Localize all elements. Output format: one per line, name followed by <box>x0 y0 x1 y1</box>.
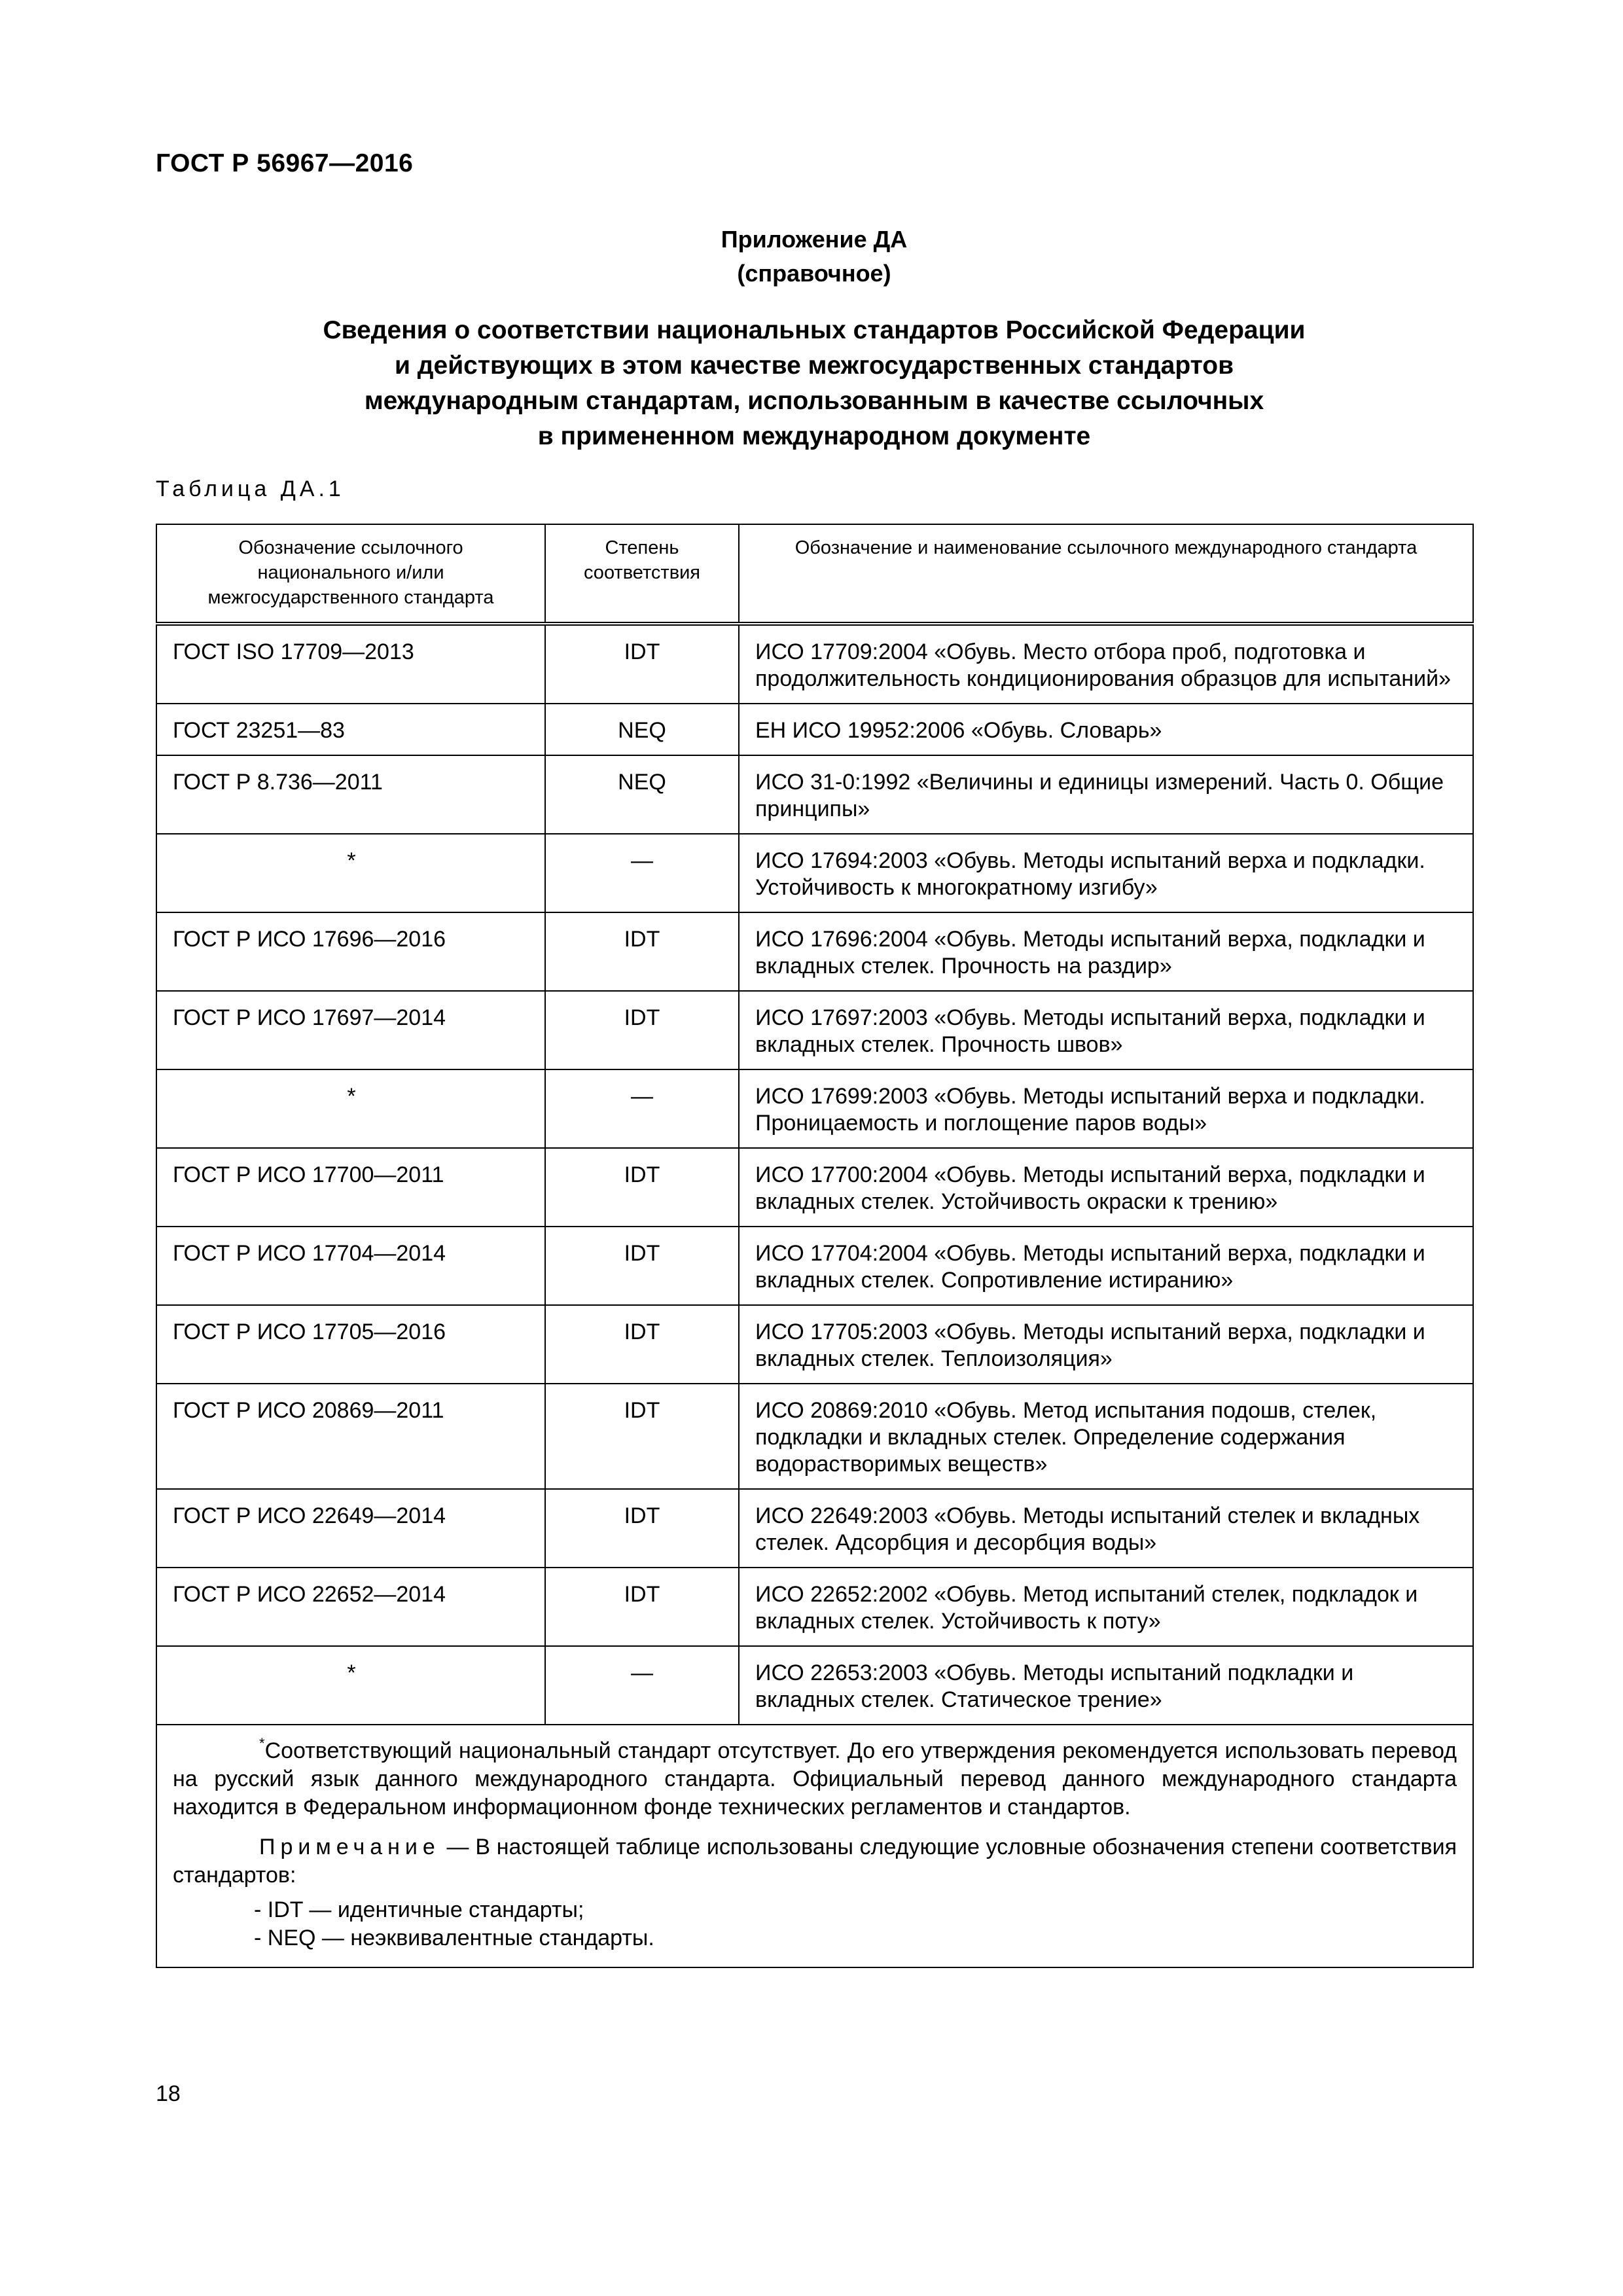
cell-degree: NEQ <box>545 755 739 834</box>
table-row <box>156 704 1473 755</box>
cell-degree: — <box>545 834 739 912</box>
cell-international: ИСО 17709:2004 «Обувь. Место отбора проб, подготовка и продолжительность кондиционирования образцов для испытаний» <box>739 624 1473 704</box>
note-text: — В настоящей таблице использованы следующие условные обозначения степени соответствия стандартов: <box>173 1835 1457 1888</box>
table-row <box>156 912 1473 991</box>
table-row <box>156 624 1473 704</box>
table-row <box>156 1646 1473 1725</box>
legend-item: - NEQ — неэквивалентные стандарты. <box>254 1926 654 1950</box>
appendix-title: Приложение ДА <box>721 226 908 253</box>
table-header-row <box>156 524 1473 624</box>
cell-degree: IDT <box>545 1568 739 1646</box>
cell-international: ИСО 22649:2003 «Обувь. Методы испытаний стелек и вкладных стелек. Адсорбция и десорбция воды» <box>739 1489 1473 1568</box>
cell-national: ГОСТ Р ИСО 22649—2014 <box>156 1489 545 1568</box>
note-label: Примечание <box>259 1835 440 1859</box>
cell-international: ИСО 17705:2003 «Обувь. Методы испытаний верха, подкладки и вкладных стелек. Теплоизоляция» <box>739 1305 1473 1384</box>
table-row <box>156 1489 1473 1568</box>
cell-national: * <box>156 1646 545 1725</box>
cell-international: ИСО 17697:2003 «Обувь. Методы испытаний верха, подкладки и вкладных стелек. Прочность швов» <box>739 991 1473 1069</box>
cell-national: ГОСТ Р ИСО 22652—2014 <box>156 1568 545 1646</box>
cell-national: ГОСТ 23251—83 <box>156 704 545 755</box>
cell-international: ИСО 20869:2010 «Обувь. Метод испытания подошв, стелек, подкладки и вкладных стелек. Определение содержания водорастворимых веществ» <box>739 1384 1473 1489</box>
cell-international: ИСО 22653:2003 «Обувь. Методы испытаний подкладки и вкладных стелек. Статическое трение» <box>739 1646 1473 1725</box>
cell-degree: IDT <box>545 1148 739 1227</box>
page-number: 18 <box>156 2081 181 2106</box>
table-row <box>156 991 1473 1069</box>
cell-international: ИСО 22652:2002 «Обувь. Метод испытаний стелек, подкладок и вкладных стелек. Устойчивость к поту» <box>739 1568 1473 1646</box>
title-line: и действующих в этом качестве межгосударственных стандартов <box>394 351 1234 380</box>
cell-degree: IDT <box>545 1489 739 1568</box>
cell-international: ЕН ИСО 19952:2006 «Обувь. Словарь» <box>739 704 1473 755</box>
appendix-heading <box>156 223 1472 291</box>
cell-degree: IDT <box>545 1227 739 1305</box>
table-row <box>156 834 1473 912</box>
table-label: Таблица ДА.1 <box>156 476 345 501</box>
header-international-standard: Обозначение и наименование ссылочного международного стандарта <box>739 524 1473 624</box>
cell-degree: IDT <box>545 991 739 1069</box>
footnote-text: Соответствующий национальный стандарт отсутствует. До его утверждения рекомендуется использовать перевод на русский язык данного международного стандарта. Официальный перевод данного международного стандарта находится в Федеральном информационном фонде технических регламентов и стандартов. <box>173 1738 1457 1820</box>
note <box>173 1833 1457 1890</box>
section-title <box>156 313 1472 454</box>
cell-international: ИСО 31-0:1992 «Величины и единицы измерений. Часть 0. Общие принципы» <box>739 755 1473 834</box>
title-line: в примененном международном документе <box>537 422 1091 450</box>
cell-national: ГОСТ Р ИСО 17696—2016 <box>156 912 545 991</box>
cell-international: ИСО 17694:2003 «Обувь. Методы испытаний верха и подкладки. Устойчивость к многократному изгибу» <box>739 834 1473 912</box>
document-code: ГОСТ Р 56967—2016 <box>156 149 414 177</box>
title-line: Сведения о соответствии национальных стандартов Российской Федерации <box>323 316 1306 344</box>
cell-international: ИСО 17696:2004 «Обувь. Методы испытаний верха, подкладки и вкладных стелек. Прочность на раздир» <box>739 912 1473 991</box>
table-row <box>156 1568 1473 1646</box>
table-row <box>156 1384 1473 1489</box>
footnote-mark: * <box>259 1735 265 1751</box>
header-degree: Степень соответствия <box>545 524 739 624</box>
cell-international: ИСО 17700:2004 «Обувь. Методы испытаний верха, подкладки и вкладных стелек. Устойчивость окраски к трению» <box>739 1148 1473 1227</box>
correspondence-table <box>156 524 1474 1968</box>
cell-national: * <box>156 1069 545 1148</box>
table-row <box>156 1227 1473 1305</box>
cell-international: ИСО 17699:2003 «Обувь. Методы испытаний верха и подкладки. Проницаемость и поглощение паров воды» <box>739 1069 1473 1148</box>
cell-degree: — <box>545 1069 739 1148</box>
cell-national: ГОСТ Р ИСО 20869—2011 <box>156 1384 545 1489</box>
cell-national: ГОСТ Р 8.736—2011 <box>156 755 545 834</box>
cell-degree: IDT <box>545 624 739 704</box>
table-row <box>156 1305 1473 1384</box>
cell-national: ГОСТ Р ИСО 17697—2014 <box>156 991 545 1069</box>
cell-degree: IDT <box>545 1305 739 1384</box>
appendix-subtitle: (справочное) <box>737 260 891 287</box>
cell-degree: IDT <box>545 912 739 991</box>
header-national-standard: Обозначение ссылочного национального и/или межгосударственного стандарта <box>156 524 545 624</box>
cell-degree: — <box>545 1646 739 1725</box>
cell-national: ГОСТ Р ИСО 17705—2016 <box>156 1305 545 1384</box>
table-row <box>156 755 1473 834</box>
cell-national: ГОСТ Р ИСО 17704—2014 <box>156 1227 545 1305</box>
table-body <box>156 624 1473 1967</box>
table-footer-row <box>156 1725 1473 1967</box>
cell-degree: IDT <box>545 1384 739 1489</box>
cell-national: ГОСТ ISO 17709—2013 <box>156 624 545 704</box>
table-row <box>156 1069 1473 1148</box>
title-line: международным стандартам, использованным в качестве ссылочных <box>364 387 1264 415</box>
table-row <box>156 1148 1473 1227</box>
table-footer <box>156 1725 1473 1967</box>
cell-national: * <box>156 834 545 912</box>
cell-national: ГОСТ Р ИСО 17700—2011 <box>156 1148 545 1227</box>
cell-international: ИСО 17704:2004 «Обувь. Методы испытаний верха, подкладки и вкладных стелек. Сопротивление истиранию» <box>739 1227 1473 1305</box>
footnote <box>173 1737 1457 1821</box>
legend-item: - IDT — идентичные стандарты; <box>254 1897 584 1922</box>
cell-degree: NEQ <box>545 704 739 755</box>
